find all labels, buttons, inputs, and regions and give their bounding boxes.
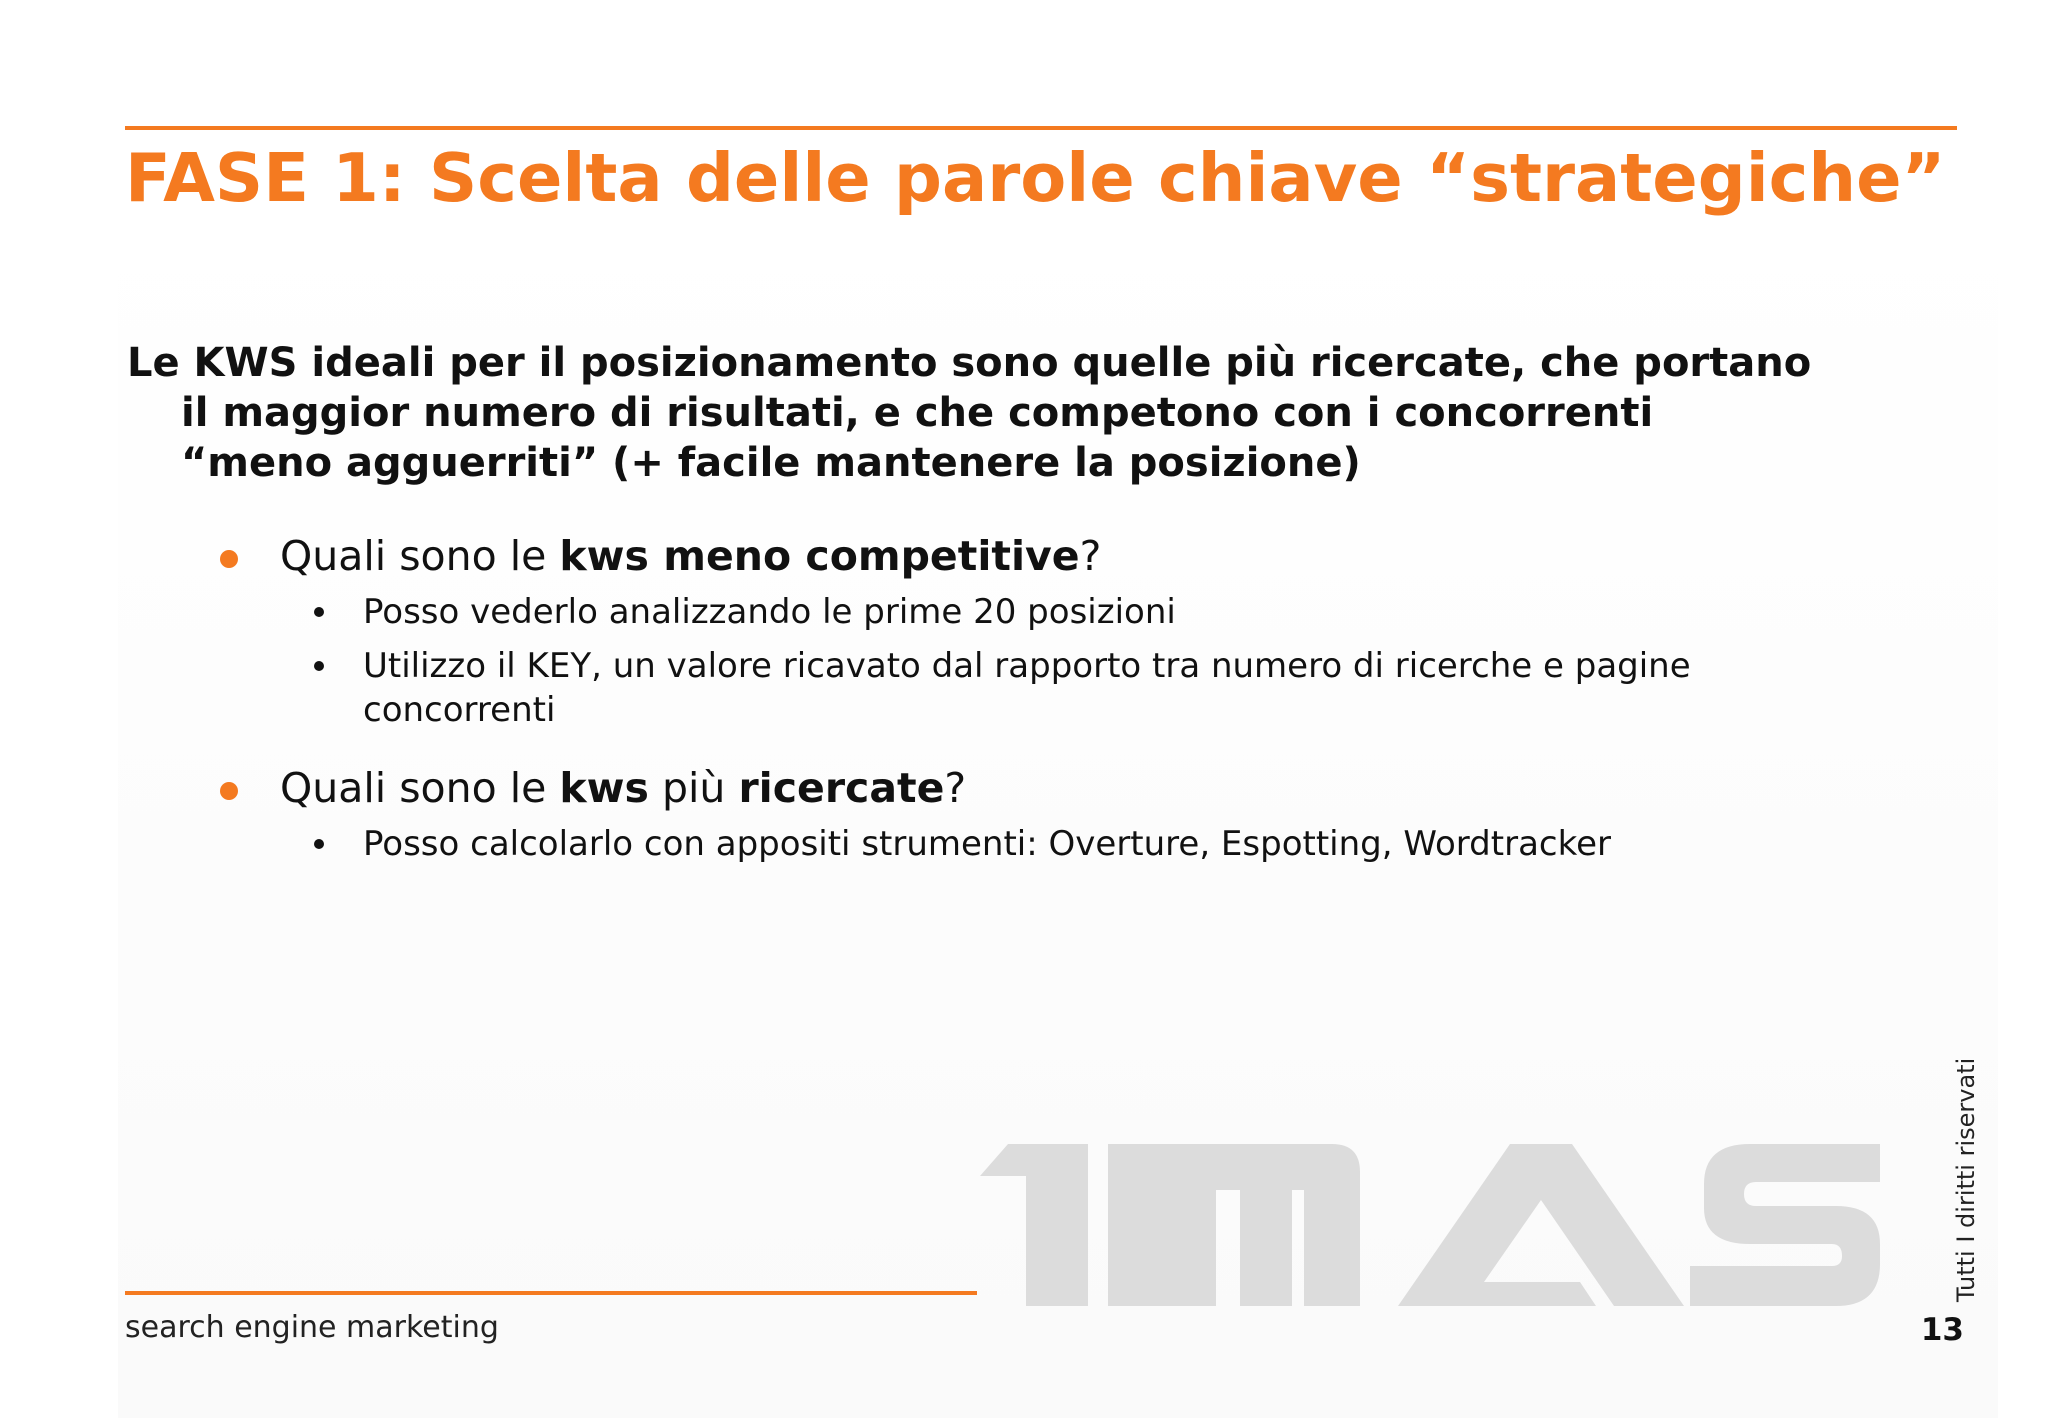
bullet-text-emphasis: kws meno competitive: [559, 532, 1080, 580]
intro-line: il maggior numero di risultati, e che competono con i concorrenti: [181, 390, 1654, 436]
bullet-text-segment: ?: [944, 764, 967, 812]
sub-bullet-text: Posso calcolarlo con appositi strumenti: Overture, Espotting, Wordtracker: [363, 824, 1611, 864]
footer-rule: [125, 1291, 977, 1295]
title-rule: [125, 126, 1957, 130]
bullet-text-segment: ?: [1079, 532, 1102, 580]
black-bullet-icon: [314, 661, 324, 671]
orange-bullet-icon: [220, 782, 238, 800]
sub-bullet-text: Posso vederlo analizzando le prime 20 posizioni: [363, 592, 1176, 632]
bullet-text: [280, 530, 1101, 582]
page-number: 13: [1920, 1312, 1964, 1348]
orange-bullet-icon: [220, 550, 238, 568]
bullet-text-segment: Quali sono le: [280, 532, 560, 580]
sub-bullet-text: Utilizzo il KEY, un valore ricavato dal rapporto tra numero di ricerche e pagine concorrenti: [363, 646, 1691, 730]
footer-label: search engine marketing: [125, 1310, 499, 1345]
imas-logo-watermark: [980, 1136, 1880, 1306]
intro-line: “meno agguerriti” (+ facile mantenere la posizione): [181, 440, 1361, 486]
black-bullet-icon: [314, 839, 324, 849]
slide-title: FASE 1: Scelta delle parole chiave “strategiche”: [125, 139, 1946, 217]
intro-line: Le KWS ideali per il posizionamento sono quelle più ricercate, che portano: [127, 340, 1812, 386]
black-bullet-icon: [314, 607, 324, 617]
bullet-text-segment: più: [648, 764, 739, 812]
bullet-text-emphasis: ricercate: [738, 764, 945, 812]
bullet-text-segment: Quali sono le: [280, 764, 560, 812]
copyright-notice: Tutti I diritti riservati: [1952, 1057, 1980, 1302]
bullet-text: [280, 762, 966, 814]
intro-paragraph: [127, 338, 1907, 488]
bullet-text-emphasis: kws: [559, 764, 649, 812]
